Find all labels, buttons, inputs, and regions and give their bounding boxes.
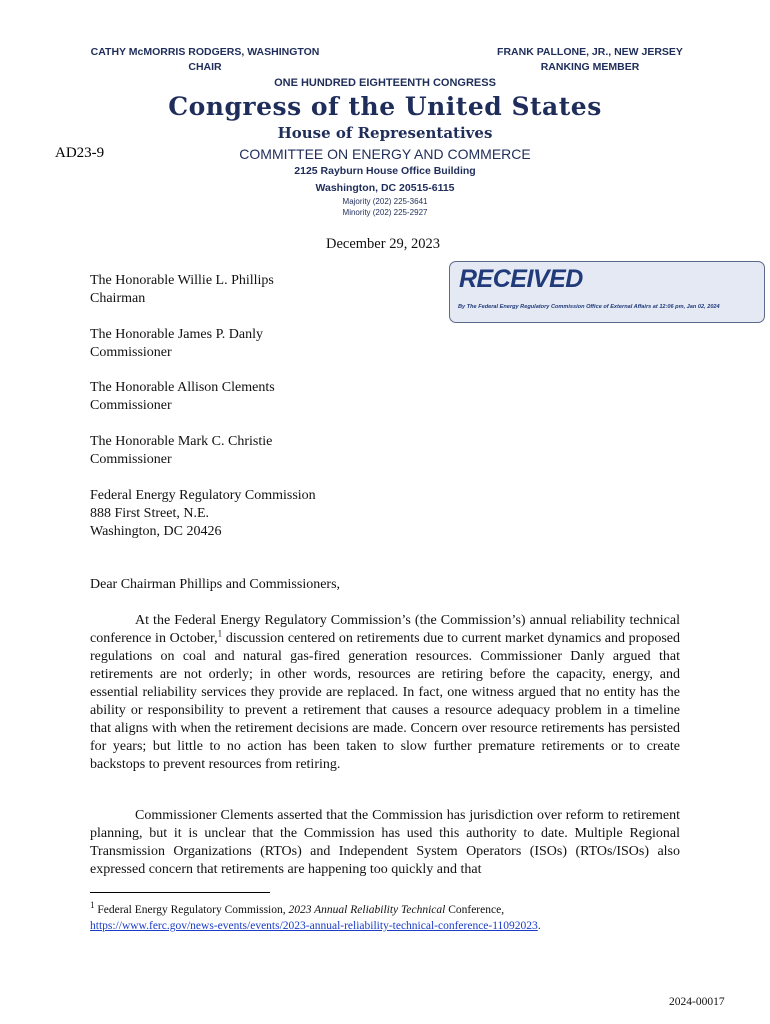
committee-name: COMMITTEE ON ENERGY AND COMMERCE bbox=[239, 146, 531, 162]
paragraph-text: discussion centered on retirements due to current market dynamics and proposed regulations on coal and natural gas-fired generation resources. Commissioner Danly argued that retirements are not orderly; in other words, resources are retiring before the capacity, energy, and essential reliability services they provide are replaced. In fact, one witness argued that no entity has the ability or responsibility to prevent a retirement that causes a resource adequacy problem in a timeline that aligns with when the retirement decisions are made. Concern over resource retirements has persisted for years; but little to no action has been taken to slow further premature retirements or to create backstops to prevent resources from retiring. bbox=[90, 631, 681, 772]
received-stamp bbox=[449, 261, 765, 323]
majority-phone: Majority (202) 225-3641 bbox=[342, 197, 428, 206]
paragraph-text: At the Federal Energy Regulatory Commission’s (the Commission’s) annual reliability technical conference in October, bbox=[90, 613, 680, 646]
recipient-title: Commissioner bbox=[90, 398, 172, 413]
stamp-title: RECEIVED bbox=[459, 265, 583, 293]
footnote-text: Federal Energy Regulatory Commission, bbox=[94, 904, 289, 916]
recipient-block bbox=[90, 272, 274, 308]
chair-block bbox=[80, 45, 330, 75]
footnote-italic-title: 2023 Annual Reliability Technical bbox=[288, 904, 446, 916]
stamp-subtitle: By The Federal Energy Regulatory Commission Office of External Affairs at 12:06 pm, Jan 02, 2024 bbox=[458, 304, 720, 310]
body-paragraph-2: Commissioner Clements asserted that the Commission has jurisdiction over reform to retirement planning, but it is unclear that the Commission has used this authority to date. Multiple Regional Transmission Organizations (RTOs) and Independent System Operators (ISOs) (RTOs/ISOs) also expressed concern that retirements are happening too quickly and that bbox=[90, 808, 680, 877]
agency-street: 888 First Street, N.E. bbox=[90, 506, 209, 521]
salutation: Dear Chairman Phillips and Commissioners, bbox=[90, 577, 341, 592]
ranking-member-title: RANKING MEMBER bbox=[540, 61, 640, 73]
docket-id: AD23-9 bbox=[55, 145, 105, 161]
recipient-name: The Honorable Mark C. Christie bbox=[90, 434, 273, 449]
ranking-member-name: FRANK PALLONE, JR., NEW JERSEY bbox=[497, 46, 683, 58]
footnote-reference[interactable]: 1 bbox=[217, 628, 223, 639]
recipient-name: The Honorable Willie L. Phillips bbox=[90, 273, 274, 288]
recipient-title: Commissioner bbox=[90, 452, 172, 467]
recipient-block bbox=[90, 379, 275, 415]
address-line-1: 2125 Rayburn House Office Building bbox=[294, 165, 476, 177]
recipient-block bbox=[90, 326, 263, 362]
footnote bbox=[90, 902, 690, 934]
ranking-member-block bbox=[470, 45, 710, 75]
congress-title: Congress of the United States bbox=[168, 92, 602, 121]
agency-name: Federal Energy Regulatory Commission bbox=[90, 488, 316, 503]
recipient-block bbox=[90, 433, 272, 469]
letter-date: December 29, 2023 bbox=[326, 236, 440, 252]
chair-title: CHAIR bbox=[188, 61, 222, 73]
body-paragraph-1 bbox=[90, 612, 680, 774]
footnote-link[interactable]: https://www.ferc.gov/news-events/events/2023-annual-reliability-technical-conference-11092023 bbox=[90, 920, 538, 932]
recipient-title: Commissioner bbox=[90, 345, 172, 360]
agency-city: Washington, DC 20426 bbox=[90, 524, 222, 539]
agency-address bbox=[90, 487, 316, 541]
footnote-divider bbox=[90, 892, 270, 893]
chair-name: CATHY McMORRIS RODGERS, WASHINGTON bbox=[90, 46, 320, 58]
recipient-title: Chairman bbox=[90, 291, 146, 306]
footnote-mark: 1 bbox=[90, 900, 95, 911]
house-title: House of Representatives bbox=[277, 124, 493, 142]
footnote-link-period: . bbox=[537, 920, 541, 932]
recipient-name: The Honorable Allison Clements bbox=[90, 380, 275, 395]
address-line-2: Washington, DC 20515-6115 bbox=[315, 182, 455, 194]
footnote-text-end: Conference, bbox=[445, 904, 505, 916]
document-number: 2024-00017 bbox=[669, 996, 725, 1008]
congress-number: ONE HUNDRED EIGHTEENTH CONGRESS bbox=[274, 77, 496, 89]
recipient-name: The Honorable James P. Danly bbox=[90, 327, 264, 342]
minority-phone: Minority (202) 225-2927 bbox=[342, 208, 428, 217]
